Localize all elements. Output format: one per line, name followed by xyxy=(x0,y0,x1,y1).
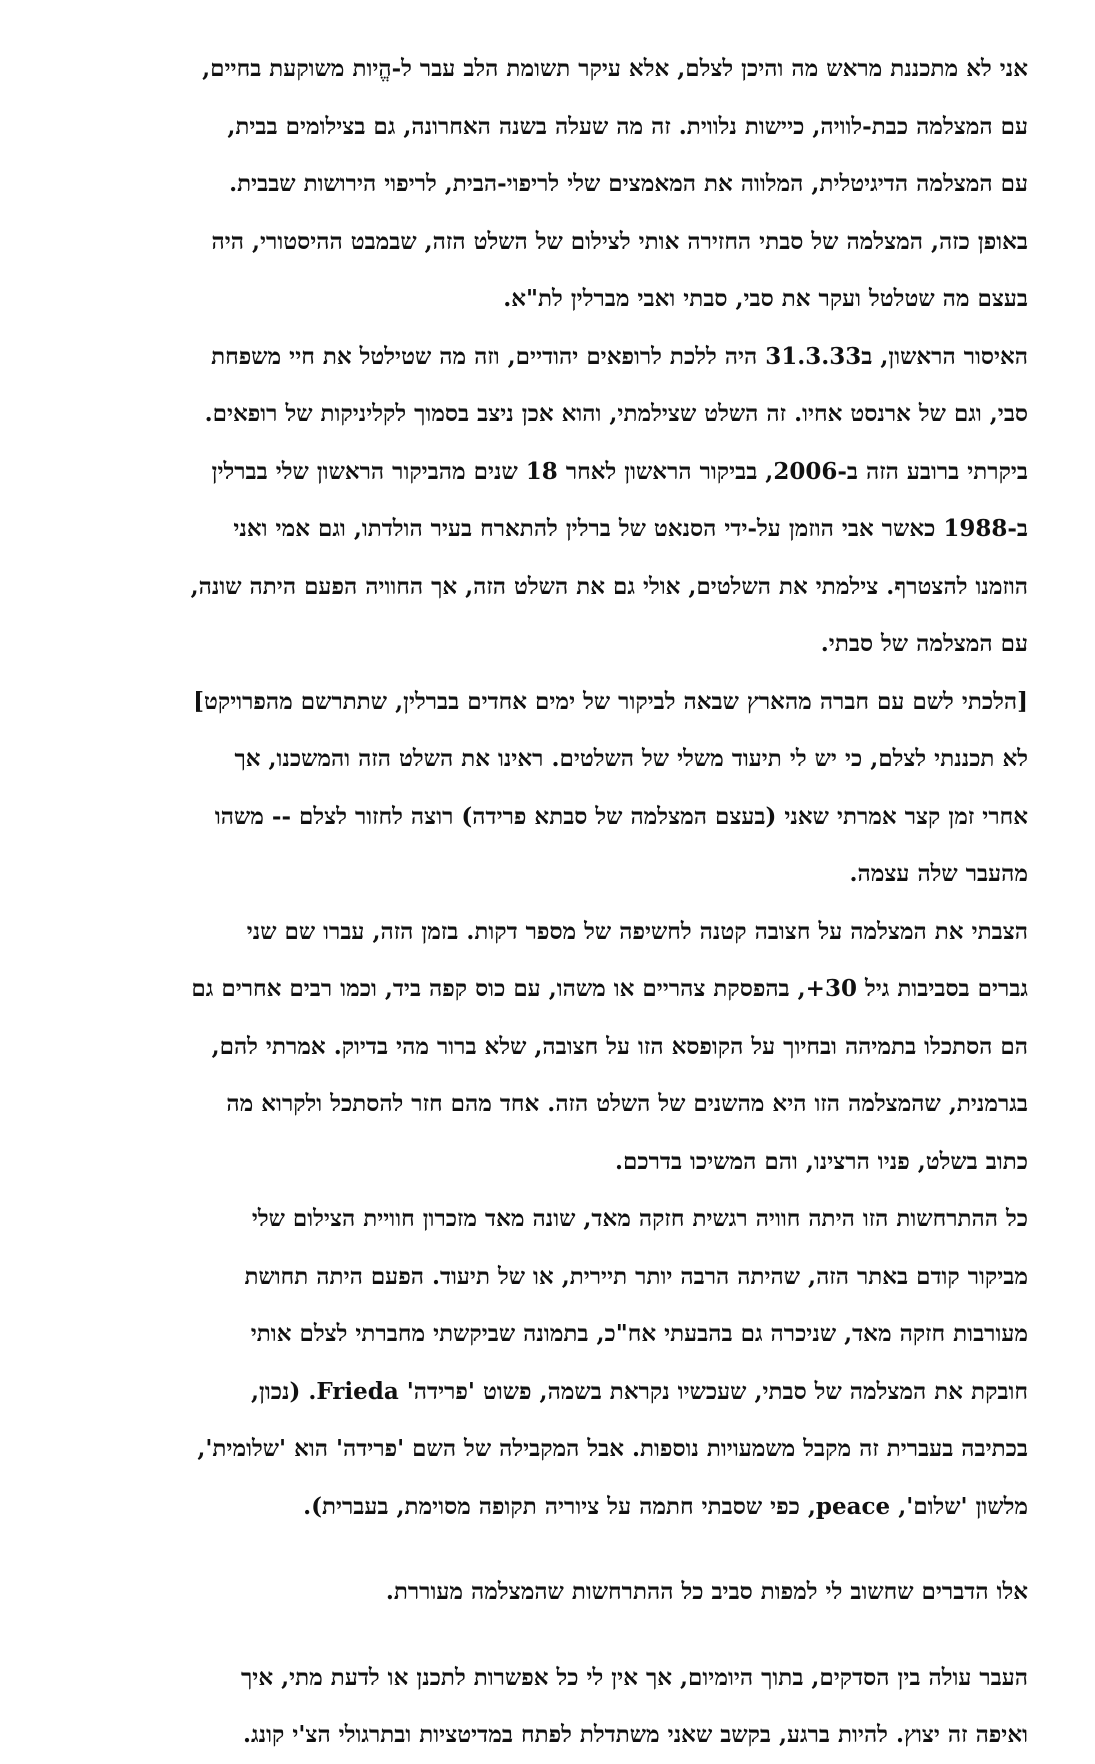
paragraph-4 xyxy=(68,903,1028,1191)
text-line: סבי, וגם של ארנסט אחיו. זה השלט שצילמתי, והוא אכן ניצב בסמוך לקליניקות של רופאים. xyxy=(204,400,1028,427)
text-line: ואיפה זה יצוץ. להיות ברגע, בקשב שאני משתדלת לפתח במדיטציות ובתרגולי הצ'י קונג. xyxy=(243,1721,1028,1748)
text-line: ב-1988 כאשר אבי הוזמן על-ידי הסנאט של ברלין להתארח בעיר הולדתו, וגם אמי ואני xyxy=(233,515,1028,542)
text-line: בעצם מה שטלטל ועקר את סבי, סבתי ואבי מברלין לת"א. xyxy=(503,285,1028,312)
text-line: אלו הדברים שחשוב לי למפות סביב כל ההתרחשות שהמצלמה מעוררת. xyxy=(385,1578,1028,1605)
text-line: בכתיבה בעברית זה מקבל משמעויות נוספות. אבל המקבילה של השם 'פרידה' הוא 'שלומית', xyxy=(197,1435,1028,1462)
paragraph-2 xyxy=(68,328,1028,673)
paragraph-5 xyxy=(68,1190,1028,1535)
text-line: כתוב בשלט, פניו הרצינו, והם המשיכו בדרכם. xyxy=(614,1147,1028,1175)
text-line: הם הסתכלו בתמיהה ובחיוך על הקופסא הזו על חצובה, שלא ברור מהי בדיוק. אמרתי להם, xyxy=(211,1032,1028,1060)
text-line: מהעבר שלה עצמה. xyxy=(849,860,1028,887)
text-line: מעורבות חזקה מאד, שניכרה גם בהבעתי אח"כ, בתמונה שביקשתי מחברתי לצלם אותי xyxy=(250,1320,1028,1347)
text-line: גברים בסביבות גיל 30+, בהפסקת צהריים או משהו, עם כוס קפה ביד, וכמו רבים אחרים גם xyxy=(191,975,1028,1002)
text-line: אני לא מתכננת מראש מה והיכן לצלם, אלא עיקר תשומת הלב עבר ל-הֱיות משוקעת בחיים, xyxy=(202,55,1028,82)
text-line: עם המצלמה של סבתי. xyxy=(820,630,1028,657)
document-body xyxy=(68,40,1028,1764)
text-line: חובקת את המצלמה של סבתי, שעכשיו נקראת בשמה, פשוט 'פרידה' Frieda. (נכון, xyxy=(250,1377,1028,1405)
paragraph-7 xyxy=(68,1649,1028,1764)
text-line: לא תכננתי לצלם, כי יש לי תיעוד משלי של השלטים. ראינו את השלט הזה והמשכנו, אך xyxy=(234,745,1028,772)
paragraph-1 xyxy=(68,40,1028,328)
text-line: אחרי זמן קצר אמרתי שאני (בעצם המצלמה של סבתא פרידה) רוצה לחזור לצלם -- משהו xyxy=(214,802,1028,830)
paragraph-gap xyxy=(68,1535,1028,1563)
paragraph-gap xyxy=(68,1621,1028,1649)
text-line: מלשון 'שלום', peace, כפי שסבתי חתמה על ציוריה תקופה מסוימת, בעברית). xyxy=(303,1492,1028,1520)
text-line: [הלכתי לשם עם חברה מהארץ שבאה לביקור של ימים אחדים בברלין, שתתרשם מהפרויקט] xyxy=(193,687,1028,715)
text-line: העבר עולה בין הסדקים, בתוך היומיום, אך אין לי כל אפשרות לתכנן או לדעת מתי, איך xyxy=(241,1663,1028,1691)
paragraph-6 xyxy=(68,1563,1028,1621)
text-line: הצבתי את המצלמה על חצובה קטנה לחשיפה של מספר דקות. בזמן הזה, עברו שם שני xyxy=(246,917,1028,945)
text-line: בגרמנית, שהמצלמה הזו היא מהשנים של השלט הזה. אחד מהם חזר להסתכל ולקרוא מה xyxy=(226,1090,1028,1117)
text-line: כל ההתרחשות הזו היתה חוויה רגשית חזקה מאד, שונה מאד מזכרון חוויית הצילום שלי xyxy=(251,1205,1028,1232)
text-line: מביקור קודם באתר הזה, שהיתה הרבה יותר תיירית, או של תיעוד. הפעם היתה תחושת xyxy=(244,1262,1028,1290)
text-line: הוזמנו להצטרף. צילמתי את השלטים, אולי גם את השלט הזה, אך החוויה הפעם היתה שונה, xyxy=(190,572,1028,600)
text-line: ביקרתי ברובע הזה ב-2006, בביקור הראשון לאחר 18 שנים מהביקור הראשון שלי בברלין xyxy=(211,457,1028,485)
text-line: עם המצלמה הדיגיטלית, המלווה את המאמצים שלי לריפוי-הבית, לריפוי הירושות שבבית. xyxy=(229,170,1028,197)
paragraph-3 xyxy=(68,673,1028,903)
text-line: האיסור הראשון, ב31.3.33 היה ללכת לרופאים יהודיים, וזה מה שטילטל את חיי משפחת xyxy=(211,342,1028,370)
text-line: עם המצלמה כבת-לוויה, כיישות נלווית. זה מה שעלה בשנה האחרונה, גם בצילומים בבית, xyxy=(227,112,1028,140)
text-line: באופן כזה, המצלמה של סבתי החזירה אותי לצילום של השלט הזה, שבמבט ההיסטורי, היה xyxy=(211,227,1028,255)
